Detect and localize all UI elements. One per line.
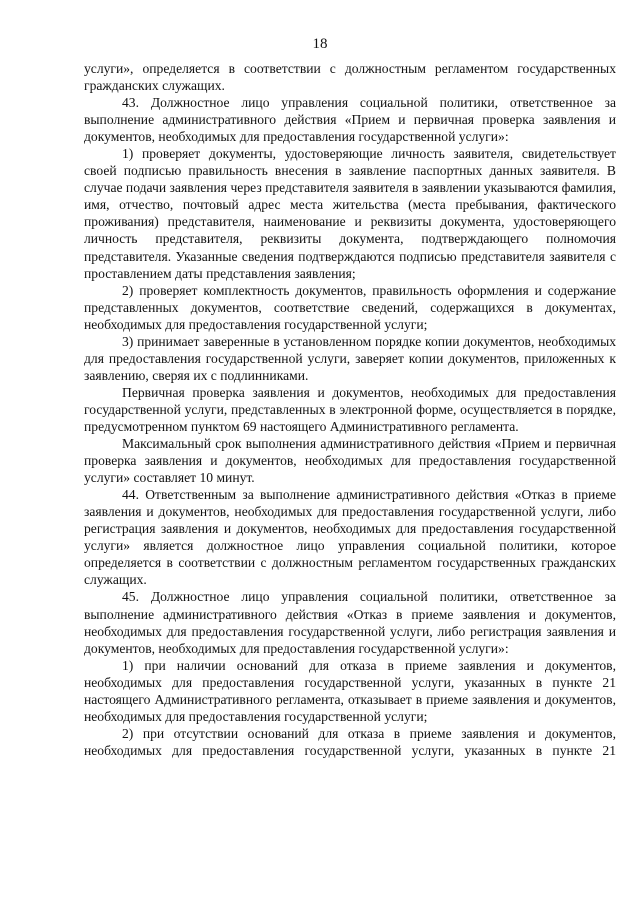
paragraph-45-sub-2: 2) при отсутствии оснований для отказа в приеме заявления и документов, необходимых для предоставления государственной услуги, указанных в пункте 21 — [84, 725, 616, 758]
paragraph-43-sub-3: 3) принимает заверенные в установленном порядке копии документов, необходимых для предоставления государственной услуги, заверяет копии документов, приложенных к заявлению, сверяя их с подлинниками. — [84, 333, 616, 383]
paragraph-continuation: услуги», определяется в соответствии с должностным регламентом государственных гражданских служащих. — [84, 61, 616, 94]
paragraph-item-44: 44. Ответственным за выполнение административного действия «Отказ в приеме заявления и документов, необходимых для предоставления государственной услуги, либо регистрация заявления и документов, необходимых для предоставления государственной услуги» является должностное лицо управления социальной политики, которое определяется в соответствии с должностным регламентом государственных гражданских служащих. — [84, 487, 616, 588]
paragraph-43-sub-1: 1) проверяет документы, удостоверяющие личность заявителя, свидетельствует своей подписью правильность внесения в заявление паспортных данных заявителя. В случае подачи заявления через представителя заявителя в заявлении указываются фамилия, имя, отчество, почтовый адрес места жительства (места пребывания, фактического проживания) представителя, наименование и реквизиты документа, удостоверяющего личность представителя, реквизиты документа, подтверждающего полномочия представителя. Указанные сведения подтверждаются подписью представителя заявителя с проставлением даты представления заявления; — [84, 146, 616, 281]
page-number: 18 — [312, 36, 328, 52]
paragraph-45-sub-1: 1) при наличии оснований для отказа в приеме заявления и документов, необходимых для предоставления государственной услуги, указанных в пункте 21 настоящего Административного регламента, отказывает в приеме заявления и документов, необходимых для предоставления государственной услуги; — [84, 657, 616, 724]
paragraph-item-45: 45. Должностное лицо управления социальной политики, ответственное за выполнение административного действия «Отказ в приеме заявления и документов, необходимых для предоставления государственной услуги, либо регистрация заявления и документов, необходимых для предоставления государственной услуги»: — [84, 589, 616, 656]
paragraph-item-43: 43. Должностное лицо управления социальной политики, ответственное за выполнение административного действия «Прием и первичная проверка заявления и документов, необходимых для предоставления государственной услуги»: — [84, 95, 616, 145]
paragraph-43-sub-2: 2) проверяет комплектность документов, правильность оформления и содержание представленных документов, соответствие сведений, содержащихся в документах, необходимых для предоставления государственной услуги; — [84, 282, 616, 332]
paragraph-electronic-check: Первичная проверка заявления и документов, необходимых для предоставления государственной услуги, представленных в электронной форме, осуществляется в порядке, предусмотренном пунктом 69 настоящего Административного регламента. — [84, 384, 616, 434]
paragraph-max-duration: Максимальный срок выполнения административного действия «Прием и первичная проверка заявления и документов, необходимых для предоставления государственной услуги» составляет 10 минут. — [84, 436, 616, 486]
document-body — [84, 60, 616, 759]
